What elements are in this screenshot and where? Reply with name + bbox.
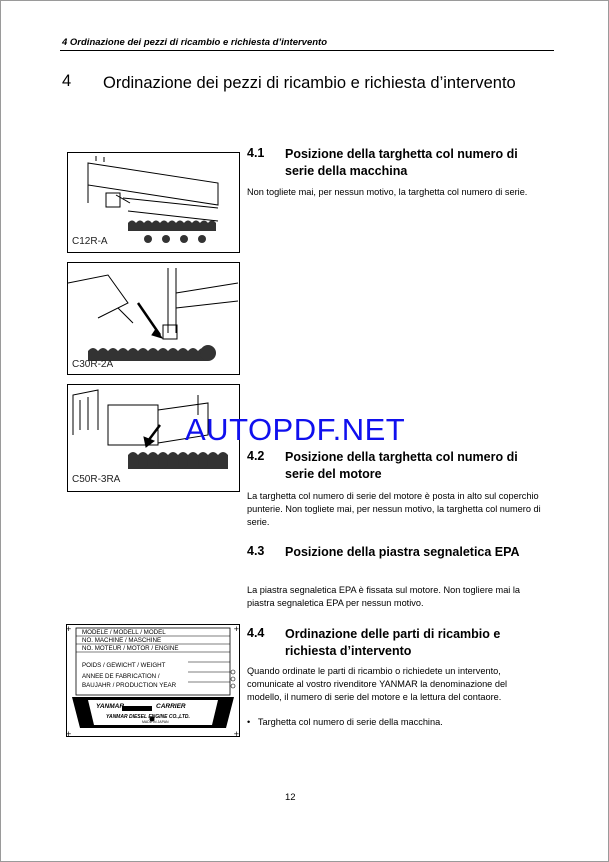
section-body: La piastra segnaletica EPA è fissata sul motore. Non togliere mai la piastra segnaletica EPA per nessun motivo. <box>247 585 521 608</box>
figure-label: C50R-3RA <box>72 474 121 485</box>
plate-field-label: NO. MACHINE / MASCHINE <box>82 637 162 644</box>
running-header: 4 Ordinazione dei pezzi di ricambio e richiesta d’intervento <box>62 37 328 48</box>
figure-label: C12R-A <box>72 236 108 247</box>
plate-product: CARRIER <box>156 703 186 710</box>
plate-field-label: BAUJAHR / PRODUCTION YEAR <box>82 682 177 689</box>
bullet-text: Targhetta col numero di serie della macchina. <box>257 717 443 727</box>
plus-mark: + <box>233 624 239 634</box>
section-title: Posizione della targhetta col numero di serie della macchina <box>285 147 518 178</box>
figure-c30r-2a <box>67 262 240 375</box>
plate-brand: YANMAR <box>96 703 125 710</box>
plate-field-label: MODELE / MODELL / MODEL <box>82 629 166 636</box>
section-body: La targhetta col numero di serie del motore è posta in alto sul coperchio punterie. Non togliete mai, per nessun motivo, la targhetta col numero di serie. <box>247 491 541 527</box>
plate-maker: YANMAR DIESEL ENGINE CO.,LTD. <box>106 714 190 720</box>
machine-drawing <box>68 263 239 374</box>
chapter-number: 4 <box>62 72 72 90</box>
page-number: 12 <box>285 792 296 803</box>
plate-field-label: NO. MOTEUR / MOTOR / ENGINE <box>82 645 179 652</box>
section-title: Ordinazione delle parti di ricambio e richiesta d’intervento <box>285 627 501 658</box>
section-number: 4.2 <box>247 449 265 463</box>
section-body: Quando ordinate le parti di ricambio o richiedete un intervento, comunicate al vostro rivenditore YANMAR la denominazione del modello, il numero di serie del motore e la lettura del contaore. <box>247 666 508 702</box>
serial-number-plate <box>66 624 240 737</box>
plate-field-label: ANNEE DE FABRICATION / <box>82 673 160 680</box>
section-title: Posizione della targhetta col numero di serie del motore <box>285 450 518 481</box>
plate-field-label: POIDS / GEWICHT / WEIGHT <box>82 662 166 669</box>
plate-origin: MADE IN JAPAN <box>142 720 169 724</box>
section-number: 4.3 <box>247 544 265 558</box>
bullet-item: • Targhetta col numero di serie della macchina. <box>247 717 443 727</box>
chapter-title: Ordinazione dei pezzi di ricambio e richiesta d’intervento <box>103 74 516 92</box>
plus-mark: + <box>66 729 72 739</box>
watermark: AUTOPDF.NET <box>185 412 406 447</box>
section-number: 4.1 <box>247 146 265 160</box>
figure-label: C30R-2A <box>72 359 114 370</box>
plus-mark: + <box>233 729 239 739</box>
plus-mark: + <box>66 624 72 634</box>
section-number: 4.4 <box>247 626 265 640</box>
figure-c12r-a <box>67 152 240 253</box>
section-body: Non togliete mai, per nessun motivo, la targhetta col numero di serie. <box>247 187 528 197</box>
section-title: Posizione della piastra segnaletica EPA <box>285 545 520 559</box>
header-rule <box>60 50 554 51</box>
